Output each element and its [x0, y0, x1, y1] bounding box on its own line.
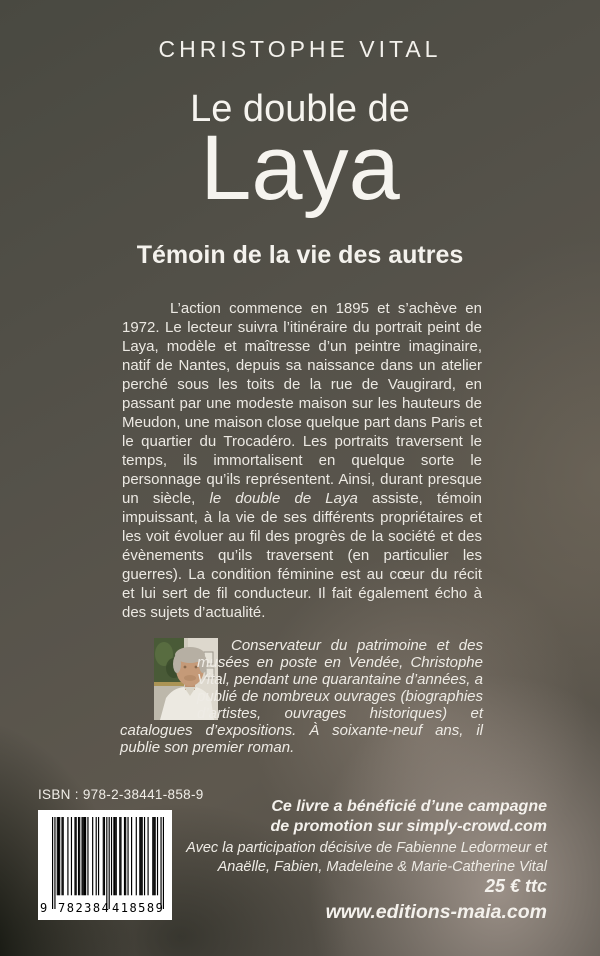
publisher-website: www.editions-maia.com [325, 901, 547, 923]
synopsis-italic-title: le double de Laya [209, 490, 358, 507]
barcode-digits-right: 418589 [112, 901, 165, 915]
author-bio [120, 637, 483, 756]
credits-line2: Anaëlle, Fabien, Madeleine & Marie-Catherine Vital [217, 858, 547, 875]
promo-line1: Ce livre a bénéficié d’une campagne [271, 798, 547, 815]
participation-credits [186, 839, 547, 876]
barcode-bars [52, 817, 164, 909]
author-name: CHRISTOPHE VITAL [158, 36, 442, 62]
synopsis-part1: L’action commence en 1895 et s’achève en 1972. Le lecteur suivra l’itinéraire du portrait peint de Laya, modèle et maîtresse d’un peintre imaginaire, natif de Nantes, depuis sa naissance dans un atelier perché sous les toits de la rue de Vaugirard, en passant par une modeste maison sur les hauteurs de Meudon, une maison close quelque part dans Paris et le quartier du Trocadéro. Les portraits traversent le temps, ils immortalisent en quelque sorte le personnage qu’ils représentent. Ainsi, durant presque un siècle, [122, 300, 482, 507]
barcode-digit-first: 9 [40, 901, 48, 915]
author-bio-text: Conservateur du patrimoine et des musées en poste en Vendée, Christophe Vital, pendant une quarantaine d’années, a publié de nombreux ouvrages (biographies d’artistes, ouvrages historiques) et catalogues d’expositions. À soixante-neuf ans, il publie son premier roman. [120, 637, 483, 756]
book-title-line2: Laya [200, 117, 400, 219]
barcode [38, 810, 172, 920]
synopsis-part2: assiste, témoin impuissant, à la vie de ses différents propriétaires et les voit évoluer au fil des progrès de la société et des évènements qu’ils traversent (en particulier les guerres). La condition féminine est au cœur du récit et lui sert de fil conducteur. Il fait également écho à des sujets d’actualité. [122, 490, 482, 621]
promo-note [271, 797, 547, 837]
promo-line2: de promotion sur simply-crowd.com [270, 818, 547, 835]
credits-line1: Avec la participation décisive de Fabienne Ledormeur et [186, 840, 547, 856]
book-title-line1: Le double de [190, 88, 410, 130]
isbn-label: ISBN : 978-2-38441-858-9 [38, 787, 204, 802]
book-subtitle: Témoin de la vie des autres [136, 241, 464, 269]
price-label: 25 € ttc [484, 876, 547, 896]
synopsis-paragraph [122, 299, 482, 622]
author-photo [120, 638, 184, 720]
barcode-digits-left: 782384 [58, 901, 111, 915]
